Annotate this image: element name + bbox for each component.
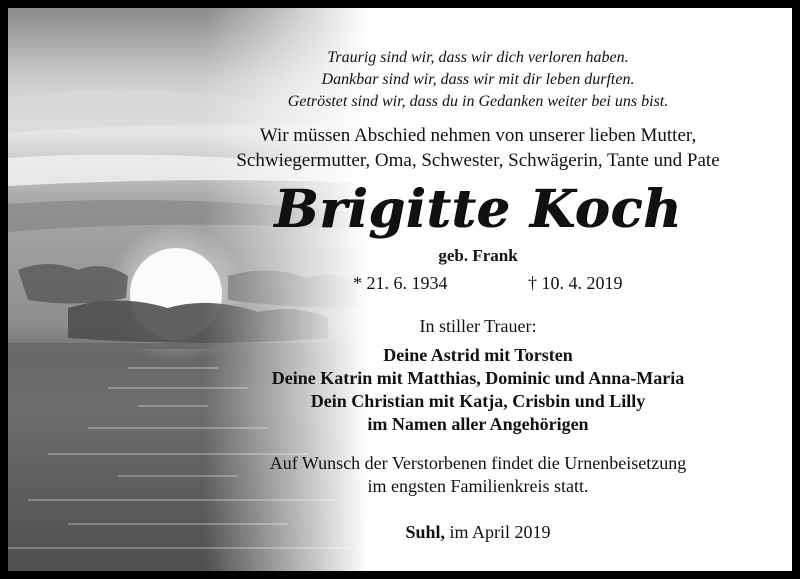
poem-line-2: Dankbar sind wir, dass wir mit dir leben durften. bbox=[321, 71, 635, 88]
intro-line-2: Schwiegermutter, Oma, Schwester, Schwägerin, Tante und Pate bbox=[236, 150, 720, 171]
signoff-date: im April 2019 bbox=[445, 522, 551, 542]
obituary-text bbox=[8, 8, 792, 571]
signoff bbox=[198, 522, 758, 543]
mourner-line-3: Dein Christian mit Katja, Crisbin und Lilly bbox=[310, 391, 646, 411]
birth-name: geb. Frank bbox=[438, 246, 518, 265]
notice-line-2: im engsten Familienkreis statt. bbox=[367, 476, 589, 496]
death-date: † 10. 4. 2019 bbox=[528, 273, 623, 293]
mourner-line-1: Deine Astrid mit Torsten bbox=[383, 345, 573, 365]
notice-line-1: Auf Wunsch der Verstorbenen findet die Urnenbeisetzung bbox=[269, 453, 687, 473]
mourning-title: In stiller Trauer: bbox=[419, 316, 537, 336]
birth-date: * 21. 6. 1934 bbox=[353, 273, 448, 293]
intro-line-1: Wir müssen Abschied nehmen von unserer lieben Mutter, bbox=[259, 125, 697, 146]
signoff-place: Suhl, bbox=[405, 522, 446, 542]
deceased-name: Brigitte Koch bbox=[274, 179, 682, 240]
mourner-line-4: im Namen aller Angehörigen bbox=[367, 414, 589, 434]
mourner-line-2: Deine Katrin mit Matthias, Dominic und Anna-Maria bbox=[271, 368, 685, 388]
poem-line-1: Traurig sind wir, dass wir dich verloren haben. bbox=[327, 49, 629, 66]
poem-line-3: Getröstet sind wir, dass du in Gedanken weiter bei uns bist. bbox=[287, 93, 669, 110]
